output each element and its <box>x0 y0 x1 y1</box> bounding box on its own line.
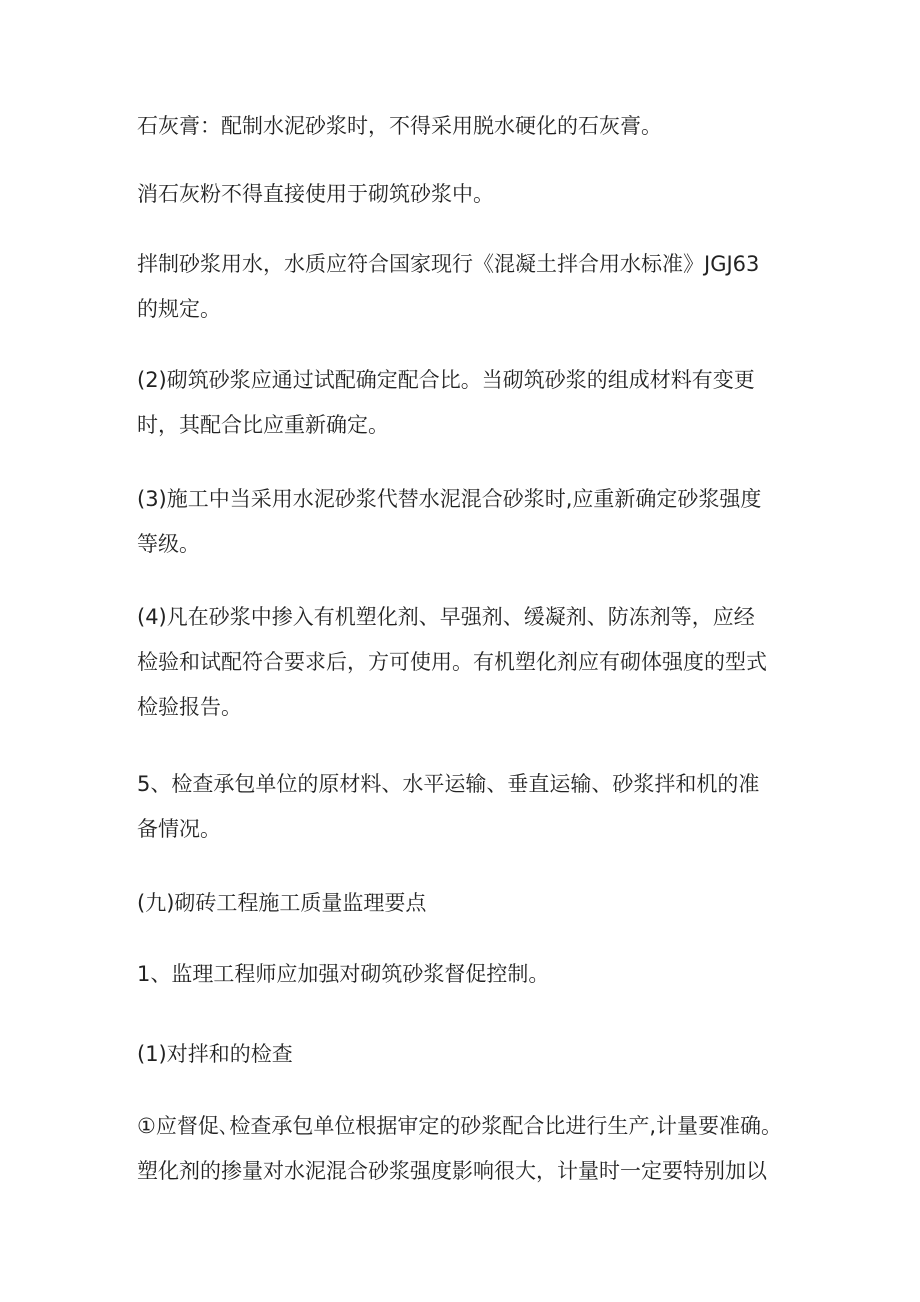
text-line: ①应督促､检查承包单位根据审定的砂浆配合比进行生产,计量要准确。 <box>137 1114 782 1138</box>
text-line: 备情况。 <box>137 817 221 841</box>
paragraph-item-2 <box>137 358 797 448</box>
text-line: 1、监理工程师应加强对砌筑砂浆督促控制。 <box>137 962 550 986</box>
text-line: 消石灰粉不得直接使用于砌筑砂浆中。 <box>137 182 494 206</box>
paragraph-sub-1 <box>137 1032 797 1077</box>
text-line: 5、检查承包单位的原材料、水平运输、垂直运输、砂浆拌和机的准 <box>137 772 760 796</box>
paragraph-slaked-lime <box>137 172 797 217</box>
paragraph-item-5 <box>137 762 797 852</box>
text-line: (2)砌筑砂浆应通过试配确定配合比。当砌筑砂浆的组成材料有变更 <box>137 368 755 392</box>
section-heading-nine <box>137 881 797 926</box>
text-line: 的规定。 <box>137 297 221 321</box>
text-line: 石灰膏：配制水泥砂浆时，不得采用脱水硬化的石灰膏。 <box>137 114 662 138</box>
paragraph-point-1 <box>137 952 797 997</box>
paragraph-mixing-water <box>137 242 797 332</box>
paragraph-item-3 <box>137 477 797 567</box>
text-line: 塑化剂的掺量对水泥混合砂浆强度影响很大，计量时一定要特别加以 <box>137 1159 767 1183</box>
paragraph-circled-1 <box>137 1104 797 1194</box>
paragraph-item-4 <box>137 595 797 730</box>
text-line: 检验和试配符合要求后，方可使用。有机塑化剂应有砌体强度的型式 <box>137 650 767 674</box>
text-line: 时，其配合比应重新确定。 <box>137 413 389 437</box>
text-line: 检验报告。 <box>137 695 242 719</box>
paragraph-lime-paste <box>137 104 797 149</box>
text-line: (4)凡在砂浆中掺入有机塑化剂、早强剂、缓凝剂、防冻剂等，应经 <box>137 605 755 629</box>
text-line: 拌制砂浆用水，水质应符合国家现行《混凝土拌合用水标准》JGJ63 <box>137 252 760 276</box>
text-line: (3)施工中当采用水泥砂浆代替水泥混合砂浆时,应重新确定砂浆强度 <box>137 487 762 511</box>
text-line: (九)砌砖工程施工质量监理要点 <box>137 891 427 915</box>
text-line: 等级。 <box>137 532 200 556</box>
text-line: (1)对拌和的检查 <box>137 1042 293 1066</box>
